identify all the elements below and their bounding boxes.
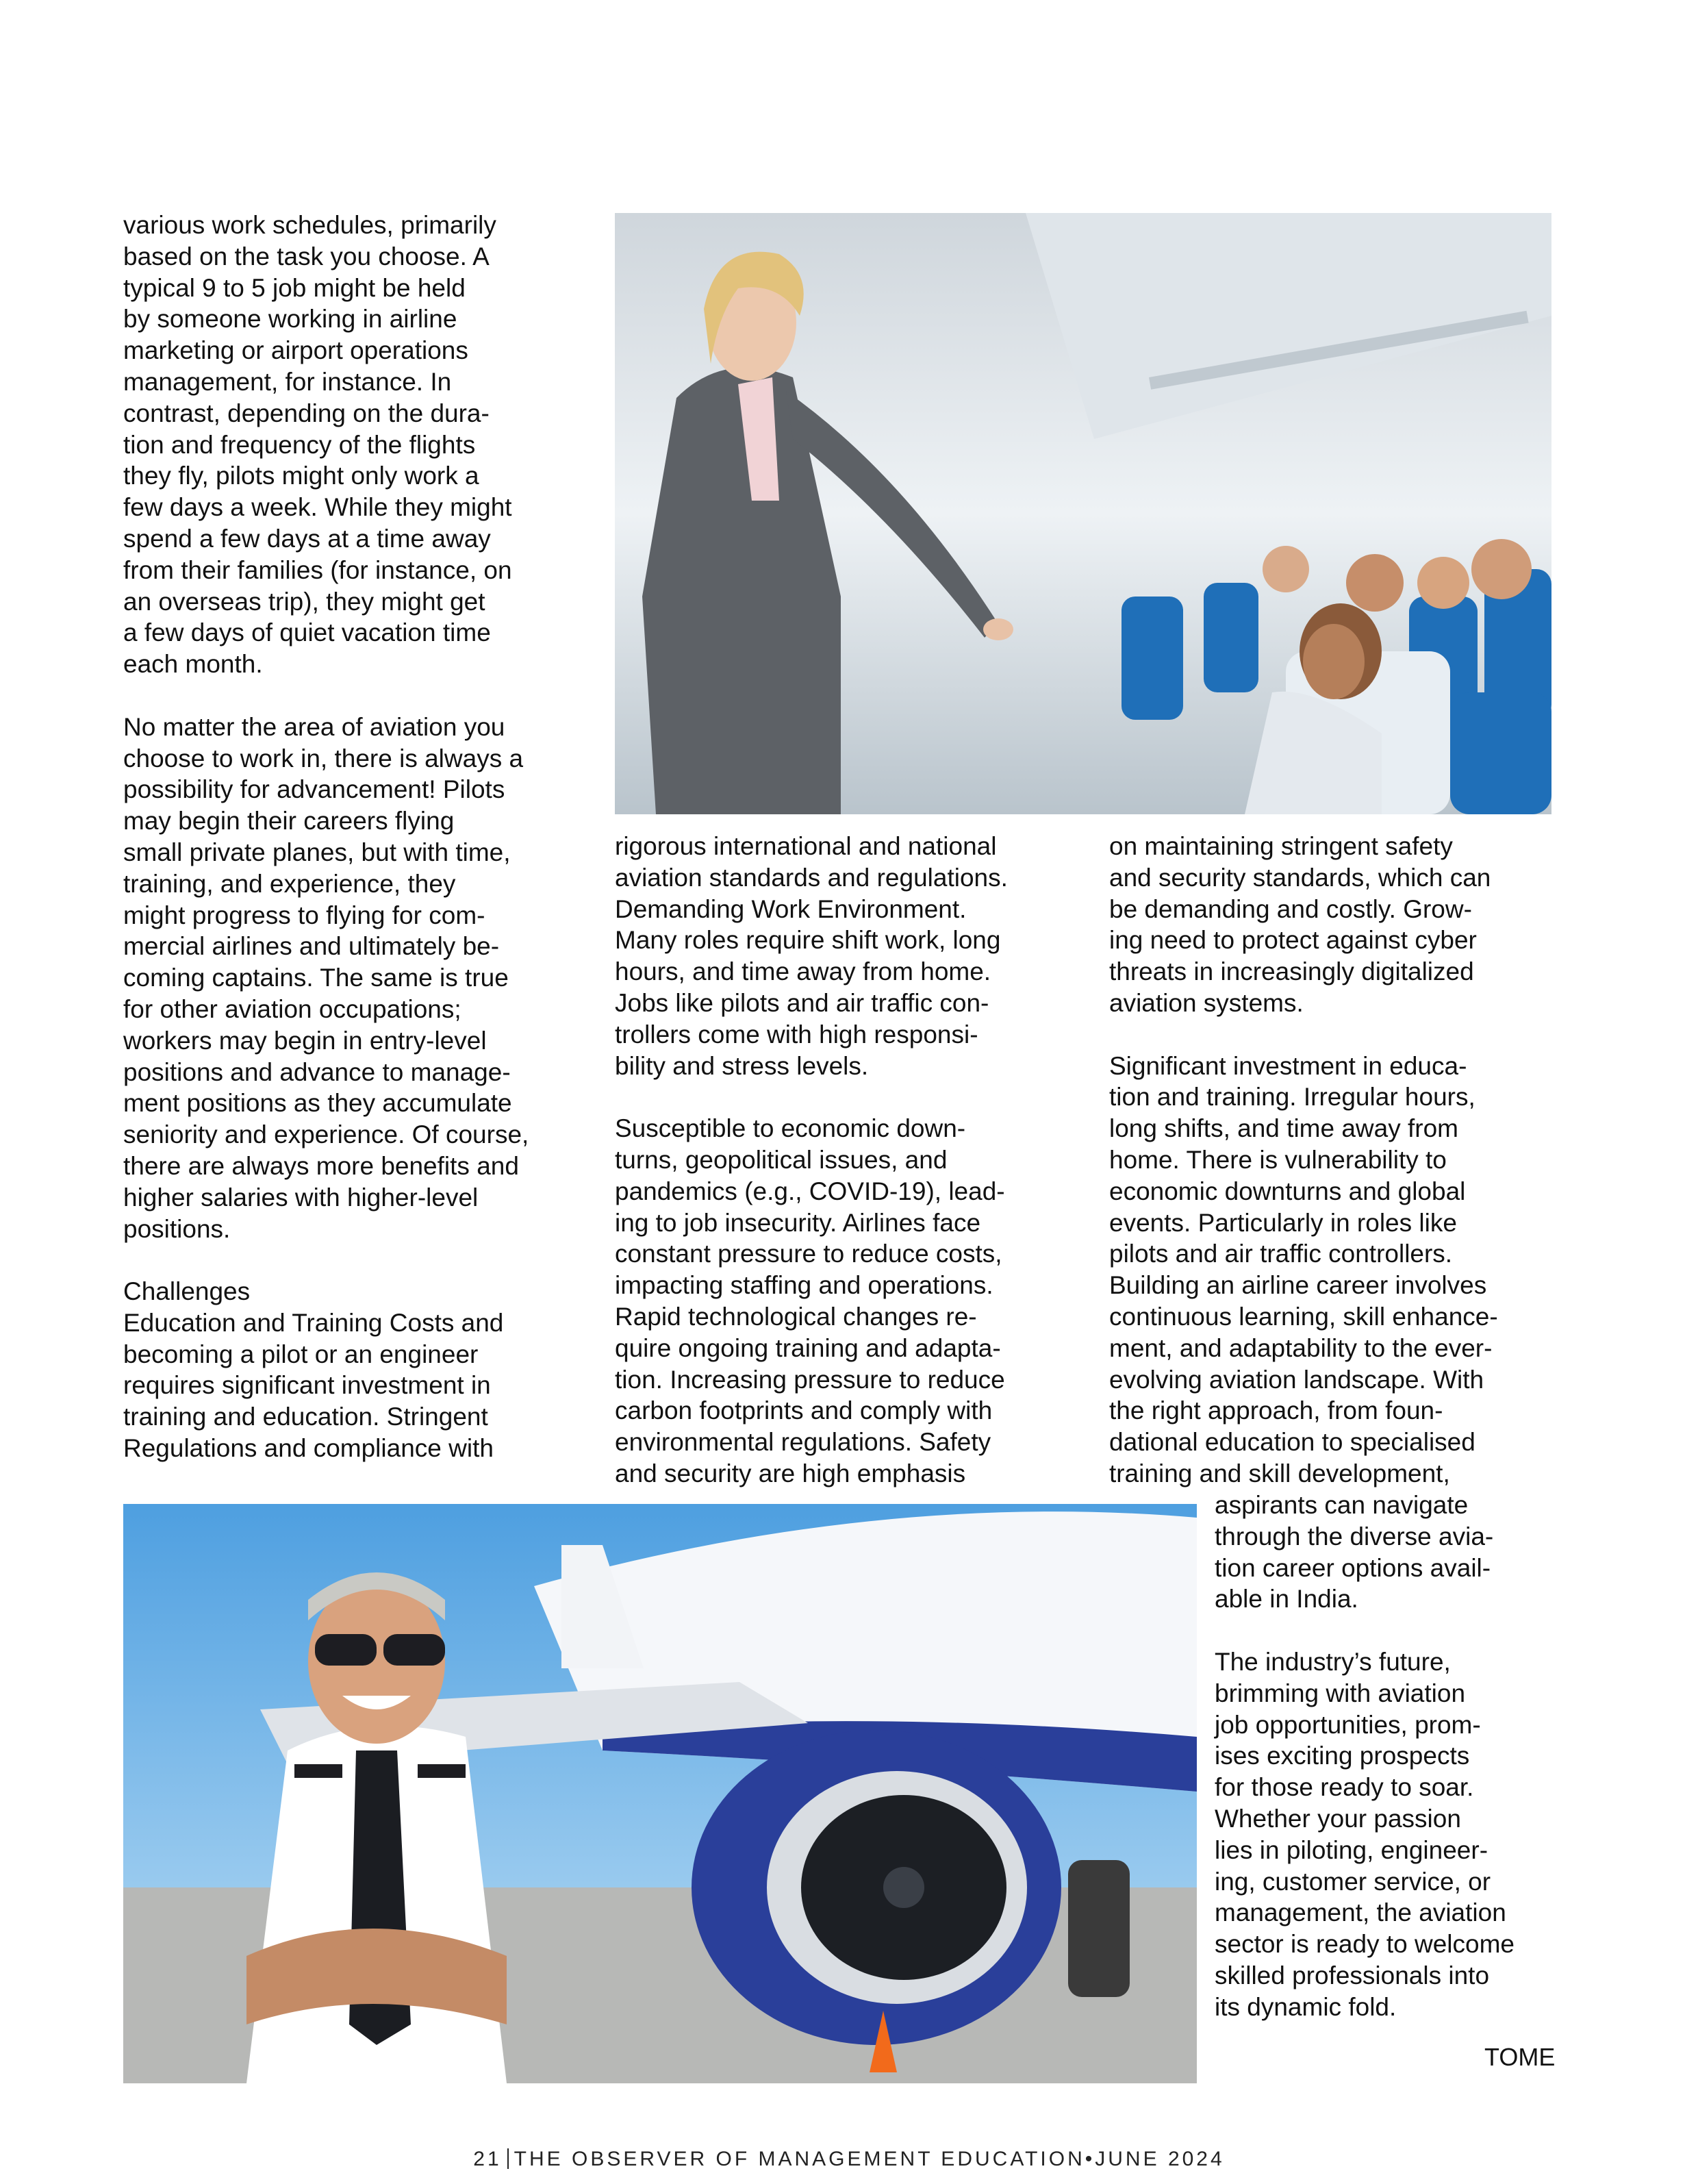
column-3-wrap	[1215, 1490, 1571, 2023]
paragraph-education-costs: Education and Training Costs and becoming a pilot or an engineer requires significant investment in training and education. Stringent Regulations and compliance with	[123, 1308, 504, 1463]
paragraph-future: The industry’s future, brimming with aviation job opportunities, prom- ises exciting prospects for those ready to soar. Whether your passion lies in piloting, engineer- ing, customer service, or management, the aviation sector is ready to welcome skilled professionals into its dynamic fold.	[1215, 1647, 1515, 2021]
publication-name: THE OBSERVER OF MANAGEMENT EDUCATION•JUNE 2024	[514, 2148, 1225, 2170]
paragraph-investment: Significant investment in educa- tion and training. Irregular hours, long shifts, and time away from home. There is vulnerability to economic downturns and global events. Particularly in roles like pilots and air traffic controllers. Building an airline career involves continuous learning, skill enhance- ment, and adaptability to the ever- evolving aviation landscape. With the right approach, from foun- dational education to specialised training and skill development,	[1109, 1051, 1498, 1488]
footer-divider	[507, 2148, 509, 2169]
paragraph-economic: Susceptible to economic down- turns, geopolitical issues, and pandemics (e.g., COVID-19), lead- ing to job insecurity. Airlines face constant pressure to reduce costs, impacting staffing and operations. Rapid technological changes re- quire ongoing training and adapta- tion. Increasing pressure to reduce carbon footprints and comply with environmental regulations. Safety and security are high emphasis	[615, 1114, 1005, 1488]
paragraph-work-schedules: various work schedules, primarily based on the task you choose. A typical 9 to 5 job might be held by someone working in airline marketing or airport operations management, for instance. In contrast, depending on the dura- tion and frequency of the flights they fly, pilots might only work a few days a week. While they might spend a few days at a time away from their families (for instance, on an overseas trip), they might get a few days of quiet vacation time each month.	[123, 211, 512, 679]
paragraph-safety: on maintaining stringent safety and security standards, which can be demanding and costly. Grow- ing need to protect against cyber threats in increasingly digitalized aviation systems.	[1109, 832, 1491, 1017]
column-2	[615, 831, 1080, 1490]
cabin-photo	[615, 213, 1551, 814]
paragraph-investment-continued: aspirants can navigate through the diverse avia- tion career options avail- able in India.	[1215, 1491, 1494, 1614]
column-1	[123, 210, 568, 1464]
byline: TOME	[1484, 2043, 1556, 2071]
pilot-photo	[123, 1504, 1197, 2083]
paragraph-regulations: rigorous international and national aviation standards and regulations. Demanding Work Environment. Many roles require shift work, long hours, and time away from home. Jobs like pilots and air traffic con- trollers come with high responsi- bility and stress levels.	[615, 832, 1008, 1080]
column-3	[1109, 831, 1575, 1490]
challenges-heading: Challenges	[123, 1277, 251, 1306]
page-footer	[0, 2148, 1698, 2171]
paragraph-advancement: No matter the area of aviation you choose to work in, there is always a possibility for advancement! Pilots may begin their careers flying small private planes, but with time, training, and experience, they might progress to flying for com- mercial airlines and ultimately be- coming captains. The same is true for other aviation occupations; workers may begin in entry-level positions and advance to manage- ment positions as they accumulate seniority and experience. Of course, there are always more benefits and higher salaries with higher-level positions.	[123, 712, 529, 1243]
page-number: 21	[473, 2148, 502, 2170]
